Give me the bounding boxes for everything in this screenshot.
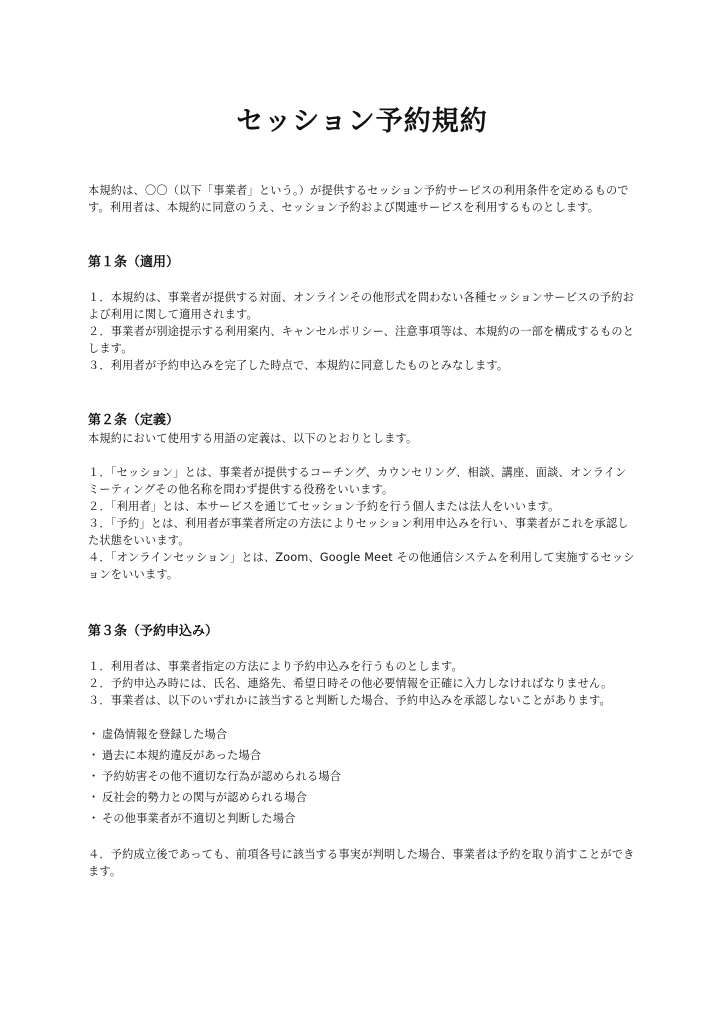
article-2-item-1: １．「セッション」とは、事業者が提供するコーチング、カウンセリング、相談、講座、面談、オンラインミーティングその他名称を問わず提供する役務をいいます。	[88, 466, 627, 496]
bullet-text: 予約妨害その他不適切な行為が認められる場合	[102, 770, 342, 783]
article-1-title: 第１条（適用）	[88, 255, 180, 270]
article-1-item-3: ３．利用者が予約申込みを完了した時点で、本規約に同意したものとみなします。	[88, 359, 509, 372]
bullet-text: その他事業者が不適切と判断した場合	[102, 812, 296, 825]
bullet-text: 虚偽情報を登録した場合	[102, 728, 228, 741]
list-item	[88, 787, 636, 808]
bullet-icon: ・	[88, 728, 100, 741]
list-item	[88, 808, 636, 829]
article-1	[88, 254, 636, 374]
bullet-icon: ・	[88, 791, 100, 804]
article-3-items	[88, 658, 636, 709]
article-2-item-3: ３．「予約」とは、利用者が事業者所定の方法によりセッション利用申込みを行い、事業者がこれを承認した状態をいいます。	[88, 517, 629, 547]
bullet-text: 過去に本規約違反があった場合	[102, 749, 262, 762]
article-2	[88, 412, 636, 583]
article-2-lead: 本規約において使用する用語の定義は、以下のとおりとします。	[88, 432, 418, 445]
list-item	[88, 766, 636, 787]
article-2-item-2: ２．「利用者」とは、本サービスを通じてセッション予約を行う個人または法人をいいます。	[88, 500, 560, 513]
article-3-title: 第３条（予約申込み）	[88, 624, 219, 639]
list-item	[88, 745, 636, 766]
intro-paragraph: 本規約は、〇〇（以下「事業者」という。）が提供するセッション予約サービスの利用条件を定めるものです。利用者は、本規約に同意のうえ、セッション予約および関連サービスを利用するものとします。	[88, 184, 629, 214]
article-3-item-1: １．利用者は、事業者指定の方法により予約申込みを行うものとします。	[88, 660, 463, 673]
bullet-text: 反社会的勢力との関与が認められる場合	[102, 791, 307, 804]
article-3-item-2: ２．予約申込み時には、氏名、連絡先、希望日時その他必要情報を正確に入力しなければなりません。	[88, 677, 613, 690]
list-item	[88, 724, 636, 745]
article-2-items	[88, 464, 636, 583]
article-3-item-4: ４．予約成立後であっても、前項各号に該当する事実が判明した場合、事業者は予約を取り消すことができます。	[88, 848, 635, 878]
bullet-icon: ・	[88, 812, 100, 825]
article-2-item-4: ４．「オンラインセッション」とは、Zoom、Google Meet その他通信システムを利用して実施するセッションをいいます。	[88, 551, 635, 581]
bullet-icon: ・	[88, 749, 100, 762]
article-1-item-2: ２．事業者が別途提示する利用案内、キャンセルポリシー、注意事項等は、本規約の一部を構成するものとします。	[88, 325, 635, 355]
article-2-title: 第２条（定義）	[88, 413, 180, 428]
article-3-item-3: ３．事業者は、以下のいずれかに該当すると判断した場合、予約申込みを承認しないことがあります。	[88, 694, 611, 707]
bullet-icon: ・	[88, 770, 100, 783]
article-1-items	[88, 289, 636, 374]
article-3	[88, 623, 636, 880]
article-3-bullet-list	[88, 724, 636, 829]
article-1-item-1: １．本規約は、事業者が提供する対面、オンラインその他形式を問わない各種セッションサービスの予約および利用に関して適用されます。	[88, 291, 635, 321]
document-title: セッション予約規約	[236, 106, 488, 137]
